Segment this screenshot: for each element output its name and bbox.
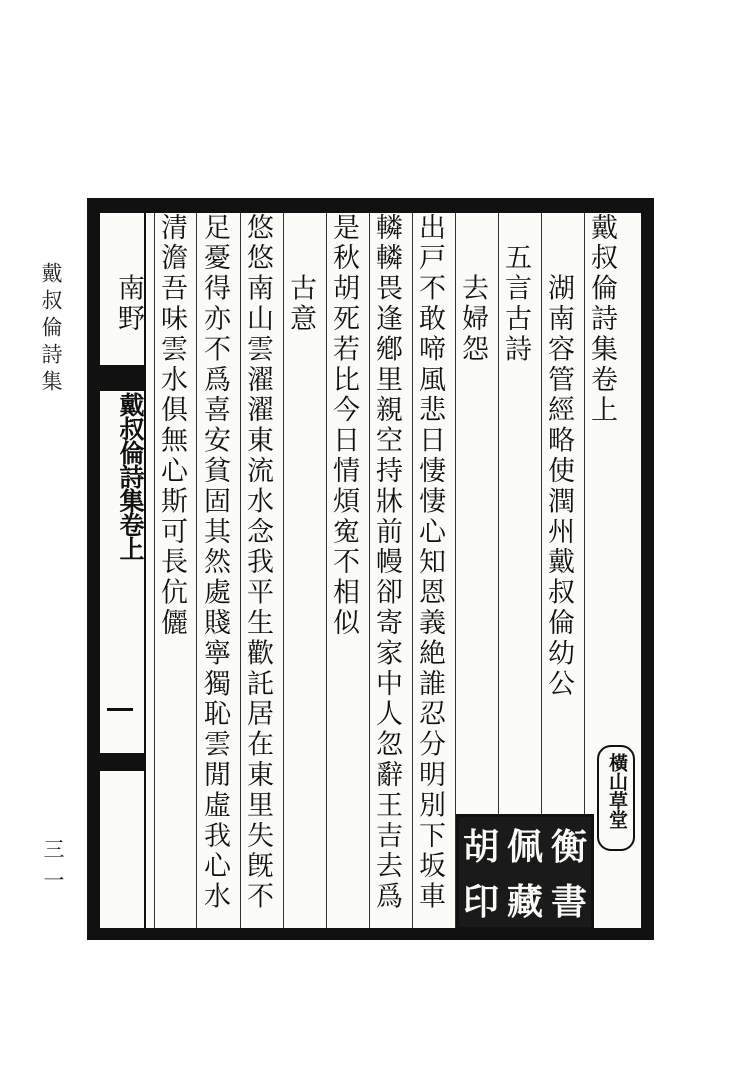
collector-seal-large: 胡 佩 衡 印 藏 書 (456, 814, 594, 930)
collector-seal-small: 橫山草堂 (597, 745, 635, 851)
column-rule (283, 213, 284, 928)
fold-title: 戴叔倫詩集卷上 (116, 392, 145, 560)
text-column: 戴叔倫詩集卷上 (586, 213, 617, 426)
fold-fishtail-top (100, 365, 144, 391)
column-rule (154, 213, 155, 928)
text-column: 南野 (113, 213, 144, 335)
fold-page-mark (107, 708, 133, 711)
text-column: 悠悠南山雲濯濯東流水念我平生歡託居在東里失旣不 (242, 213, 273, 913)
text-column: 是秋胡死若比今日情煩寃不相似 (328, 213, 359, 639)
text-column: 轔轔畏逢鄕里親空持牀前幔卻寄家中人忽辭王吉去爲 (371, 213, 402, 913)
column-rule (326, 213, 327, 928)
column-rule (240, 213, 241, 928)
column-rule (369, 213, 370, 928)
text-column: 五言古詩 (500, 213, 531, 365)
margin-page-number: 三一 (41, 838, 65, 900)
text-column: 湖南容管經略使潤州戴叔倫幼公 (543, 213, 574, 700)
text-column: 足憂得亦不爲喜安貧固其然處賤寧獨恥雲閒虛我心水 (199, 213, 230, 913)
text-column: 古意 (285, 213, 316, 335)
margin-book-title: 戴叔倫詩集 (39, 262, 63, 397)
fold-fishtail-bottom (100, 753, 144, 771)
column-rule (412, 213, 413, 928)
column-rule (196, 213, 197, 928)
text-column: 出戸不敢啼風悲日悽悽心知恩義絶誰忍分明別下坂車 (414, 213, 445, 913)
text-column: 去婦怨 (457, 213, 488, 365)
text-column: 清澹吾味雲水俱無心斯可長伉儷 (156, 213, 187, 639)
